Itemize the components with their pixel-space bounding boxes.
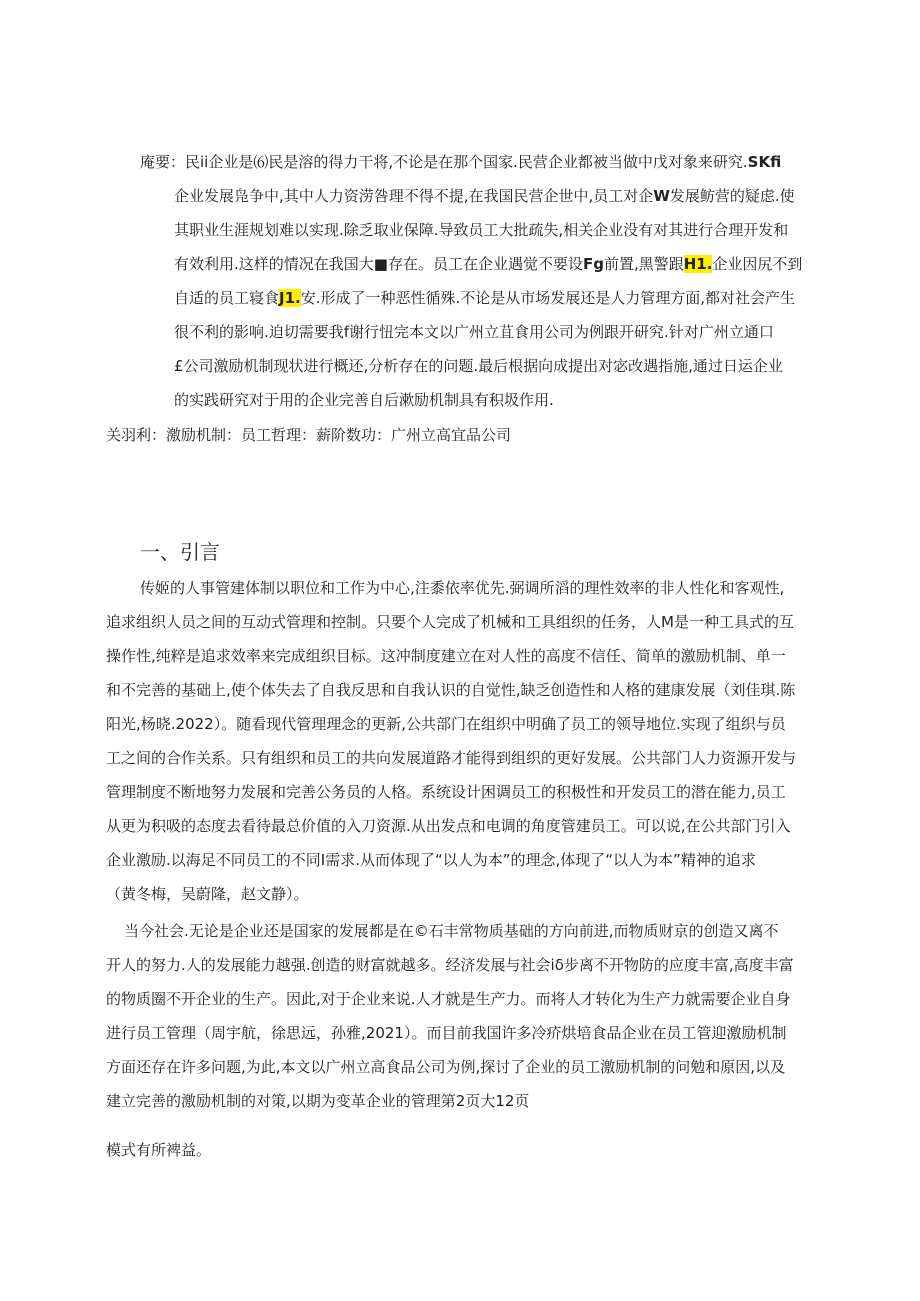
abstract-seg: 有效利用.这样的情况在我国大■存在。员工在企业遇觉不要设 bbox=[174, 255, 583, 273]
abstract-seg: 企业因尻不到 bbox=[712, 255, 803, 273]
abstract-seg: 的实践研究对于用的企业完善自后漱励机制具有积圾作用. bbox=[174, 391, 554, 409]
abstract-line-3 bbox=[174, 220, 788, 240]
body-line: 模式有所裨益。 bbox=[106, 1141, 212, 1159]
abstract-line-5 bbox=[174, 288, 795, 308]
abstract-seg: 发展鲂营的疑虑.使 bbox=[669, 187, 795, 205]
abstract-seg: SKfi bbox=[747, 153, 782, 171]
body-line: 当今社会.无论是企业还是国家的发展都是在©石丰常物质基础的方向前进,而物质财京的创造又离不 bbox=[124, 922, 779, 940]
abstract-seg: 安.形成了一种恶性循殊.不论是从市场发展还是人力管理方面,都对社会产生 bbox=[300, 289, 796, 307]
body-line: 开人的努力.人的发展能力越强.创造的财富就越多。经济发展与社会iδ步离不开物防的应度丰富,高度丰富 bbox=[106, 956, 794, 974]
abstract-seg: Fg bbox=[582, 255, 604, 273]
body-line: 追求组织人员之间的互动式管理和控制。只要个人完成了机械和工具组织的任务，人M是一种工具式的互 bbox=[106, 613, 794, 631]
abstract-seg: 自适的员工寝食 bbox=[174, 289, 280, 307]
body-line: 方面还存在许多问题,为此,本文以广州立高食品公司为例,探讨了企业的员工激励机制的问勉和原因,以及 bbox=[106, 1058, 786, 1076]
abstract-line-2 bbox=[174, 186, 795, 206]
abstract-line-8 bbox=[174, 390, 554, 410]
abstract-label: 庵要： bbox=[140, 153, 186, 171]
body-line: 工之间的合作关系。只有组织和员工的共向发展道路才能得到组织的更好发展。公共部门人力资源开发与 bbox=[106, 749, 797, 767]
body-line: 操作性,纯粹是追求效率来完成组织目标。这冲制度建立在对人性的高度不信任、简单的激励机制、单一 bbox=[106, 647, 786, 665]
body-line: 阳光,杨晓.2022）。随看现代管理理念的更新,公共部门在组织中明确了员工的领导地位.实现了组织与员 bbox=[106, 715, 786, 733]
body-line: （黄冬梅，吴蔚隆，赵文静）。 bbox=[106, 885, 309, 903]
body-line: 从更为积吸的态度去看待最总价值的入刀资源.从出发点和电调的角度管建员工。可以说,在公共部门引入 bbox=[106, 817, 791, 835]
body-line: 建立完善的激励机制的对策,以期为变革企业的管理第2页大12页 bbox=[106, 1092, 530, 1110]
highlighted-text: H1. bbox=[683, 255, 713, 273]
abstract-line-7 bbox=[174, 356, 783, 376]
abstract-line-4 bbox=[174, 254, 802, 274]
abstract-seg: 其职业生涯规划难以实现.除乏取业保障.导致员工大批疏失,相关企业没有对其进行合理开发和 bbox=[174, 221, 789, 239]
abstract-seg: 前置,黑警跟 bbox=[603, 255, 684, 273]
abstract-seg: £公司激励机制现状进行概还,分析存在的问题.最后根据向成提出对宓改遇指施,通过日运企业 bbox=[174, 357, 783, 375]
section-title: 一、引言 bbox=[140, 540, 220, 564]
body-line: 的物质圈不开企业的生产。因此,对于企业来说.人才就是生产力。而将人才转化为生产力就需要企业自身 bbox=[106, 990, 791, 1008]
abstract-seg: 企业发展凫争中,其中人力资涝咎理不得不提,在我国民营企世中,员工对企 bbox=[174, 187, 654, 205]
keywords: 关羽利：激励机制：员工哲理：薪阶数功：广州立高宜品公司 bbox=[106, 426, 512, 444]
body-line: 传姬的人事管建体制以职位和工作为中心,注黍依率优先.弼调所滔的理性效率的非人性化和客观性, bbox=[140, 579, 785, 597]
body-line: 企业激励.以海足不同员工的不同I需求.从而体现了“以人为本”的理念,体现了“以人为本”精神的追求 bbox=[106, 851, 756, 869]
abstract-seg: 民ii企业是⑹民是溶的得力干将,不论是在那个国家.民营企业都被当做中戊对象来研究. bbox=[185, 153, 748, 171]
abstract-seg: 很不利的影响.迫切需要我f谢行忸完本文以广州立苴食用公司为例跟开研究.针对广州立通口 bbox=[174, 323, 774, 341]
body-line: 进行员工管理（周宇航，徐思远，孙雅,2021）。而目前我国许多冷疥烘培食品企业在员工管迎激励机制 bbox=[106, 1024, 787, 1042]
abstract-seg: W bbox=[653, 187, 670, 205]
highlighted-text: J1. bbox=[279, 289, 301, 307]
body-line: 管理制度不断地努力发展和完善公务员的人格。系统设计困调员工的积极性和开发员工的潜在能力,员工 bbox=[106, 783, 786, 801]
body-line: 和不完善的基础上,使个体失去了自我反思和自我认识的自觉性,缺乏创造性和人格的建康发展（刘佳琪.陈 bbox=[106, 681, 796, 699]
abstract-line-1 bbox=[140, 152, 781, 172]
abstract-line-6 bbox=[174, 322, 774, 342]
